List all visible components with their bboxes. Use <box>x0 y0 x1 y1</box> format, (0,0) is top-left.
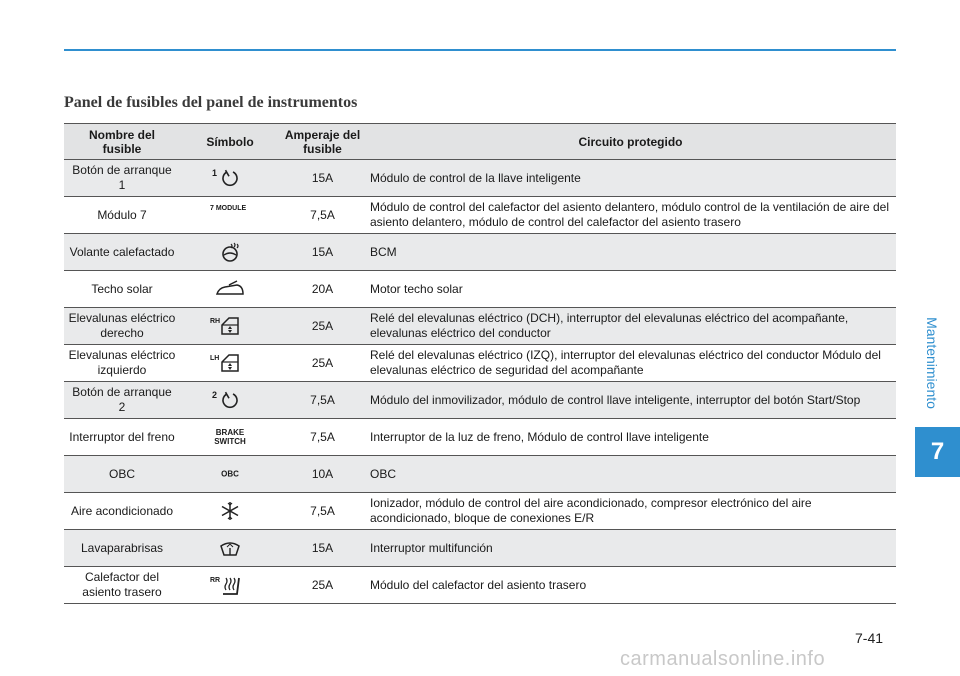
sunroof-icon <box>215 280 245 298</box>
rear-seat-heater-icon <box>219 574 241 596</box>
fuse-amp: 25A <box>280 567 365 604</box>
fuse-circuit: Ionizador, módulo de control del aire acondicionado, compresor electrónico del aire acondicionado, bloque de conexiones E/R <box>365 493 896 530</box>
fuse-name: Techo solar <box>64 271 180 308</box>
start-button-icon <box>219 389 241 411</box>
fuse-amp: 10A <box>280 456 365 493</box>
header-symbol: Símbolo <box>180 124 280 160</box>
fuse-amp: 7,5A <box>280 419 365 456</box>
fuse-circuit: Módulo de control de la llave inteligente <box>365 160 896 197</box>
fuse-circuit: Relé del elevalunas eléctrico (IZQ), interruptor del elevalunas eléctrico del conductor Módulo del elevalunas eléctrico de seguridad del acompañante <box>365 345 896 382</box>
fuse-name: Botón de arranque 1 <box>64 160 180 197</box>
table-row <box>64 160 896 197</box>
table-row <box>64 197 896 234</box>
header-amp: Amperaje del fusible <box>280 124 365 160</box>
symbol-label: RH <box>210 318 221 325</box>
fuse-name: Interruptor del freno <box>64 419 180 456</box>
fuse-name: Botón de arranque 2 <box>64 382 180 419</box>
symbol-label: LH <box>210 355 220 362</box>
fuse-table <box>64 123 896 604</box>
fuse-name: Calefactor del asiento trasero <box>64 567 180 604</box>
section-title: Panel de fusibles del panel de instrumentos <box>64 94 358 111</box>
chapter-number: 7 <box>915 427 960 477</box>
fuse-name: Aire acondicionado <box>64 493 180 530</box>
table-row <box>64 493 896 530</box>
table-row <box>64 567 896 604</box>
module-icon: 7 MODULE <box>210 205 247 212</box>
table-row <box>64 456 896 493</box>
table-row <box>64 530 896 567</box>
fuse-amp: 15A <box>280 530 365 567</box>
header-name: Nombre del fusible <box>64 124 180 160</box>
fuse-circuit: Módulo del inmovilizador, módulo de control llave inteligente, interruptor del botón Start/Stop <box>365 382 896 419</box>
power-window-icon <box>219 315 241 337</box>
start-button-icon <box>219 167 241 189</box>
fuse-amp: 7,5A <box>280 493 365 530</box>
header-circuit: Circuito protegido <box>365 124 896 160</box>
windshield-washer-icon <box>218 538 242 558</box>
symbol-label: RR <box>210 577 221 584</box>
air-conditioning-icon <box>220 501 240 521</box>
fuse-circuit: Interruptor multifunción <box>365 530 896 567</box>
heated-steering-wheel-icon <box>219 241 241 263</box>
symbol-label: 2 <box>212 390 218 400</box>
table-header-row <box>64 124 896 160</box>
table-row <box>64 345 896 382</box>
table-row <box>64 271 896 308</box>
fuse-name: OBC <box>64 456 180 493</box>
power-window-icon <box>219 352 241 374</box>
obc-text: OBC <box>221 469 239 479</box>
fuse-circuit: OBC <box>365 456 896 493</box>
fuse-circuit: BCM <box>365 234 896 271</box>
fuse-circuit: Módulo de control del calefactor del asiento delantero, módulo control de la ventilación de aire del asiento delantero, módulo de control del calefactor del asiento trasero <box>365 197 896 234</box>
symbol-label: 1 <box>212 168 218 178</box>
fuse-amp: 25A <box>280 345 365 382</box>
top-rule <box>64 49 896 51</box>
fuse-circuit: Módulo del calefactor del asiento trasero <box>365 567 896 604</box>
side-tab-label <box>923 300 941 425</box>
fuse-amp: 7,5A <box>280 382 365 419</box>
side-tab-text: Mantenimiento <box>924 316 941 409</box>
table-row <box>64 382 896 419</box>
table-row <box>64 419 896 456</box>
fuse-name: Lavaparabrisas <box>64 530 180 567</box>
brake-switch-text: BRAKE SWITCH <box>214 428 246 446</box>
fuse-name: Módulo 7 <box>64 197 180 234</box>
table-row <box>64 308 896 345</box>
watermark: carmanualsonline.info <box>620 648 826 670</box>
fuse-circuit: Motor techo solar <box>365 271 896 308</box>
fuse-name: Elevalunas eléctrico izquierdo <box>64 345 180 382</box>
fuse-circuit: Relé del elevalunas eléctrico (DCH), interruptor del elevalunas eléctrico del acompañante, elevalunas eléctrico del conductor <box>365 308 896 345</box>
page-number: 7-41 <box>855 630 884 646</box>
fuse-amp: 25A <box>280 308 365 345</box>
fuse-circuit: Interruptor de la luz de freno, Módulo de control llave inteligente <box>365 419 896 456</box>
fuse-name: Volante calefactado <box>64 234 180 271</box>
table-row <box>64 234 896 271</box>
fuse-amp: 15A <box>280 234 365 271</box>
fuse-amp: 15A <box>280 160 365 197</box>
fuse-name: Elevalunas eléctrico derecho <box>64 308 180 345</box>
fuse-amp: 20A <box>280 271 365 308</box>
fuse-amp: 7,5A <box>280 197 365 234</box>
